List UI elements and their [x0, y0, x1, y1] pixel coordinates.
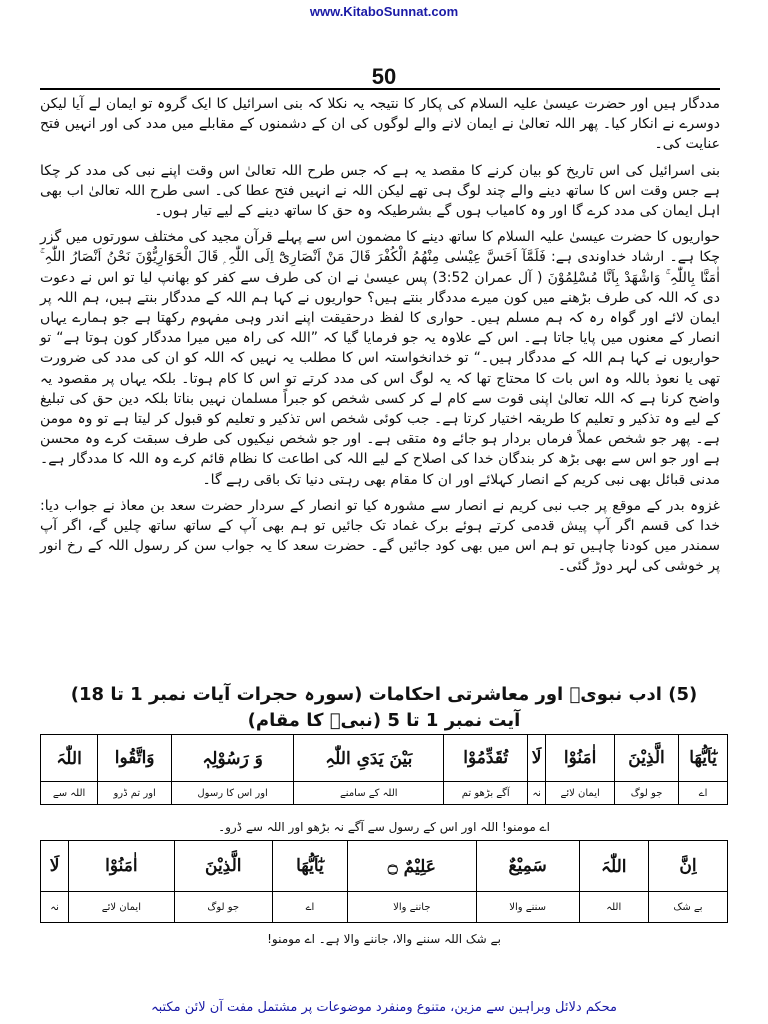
urdu-meaning: نہ	[528, 782, 546, 805]
urdu-meaning: اور تم ڈرو	[98, 782, 172, 805]
arabic-word: وَاتَّقُوا	[98, 735, 172, 782]
page-number: 50	[371, 64, 397, 89]
urdu-meaning: اللہ سے	[41, 782, 98, 805]
urdu-meaning: جاننے والا	[348, 892, 477, 923]
urdu-meaning: اے	[272, 892, 347, 923]
section-heading: (5) ادب نبویؐ اور معاشرتی احکامات (سورہ حجرات آیات نمبر 1 تا 18)	[70, 684, 698, 705]
urdu-meaning: اے	[679, 782, 728, 805]
arabic-word: لَا	[528, 735, 546, 782]
arabic-word: سَمِیْعٌ	[476, 841, 579, 892]
arabic-word: اٰمَنُوْا	[546, 735, 615, 782]
arabic-word: تُقَدِّمُوْا	[444, 735, 528, 782]
urdu-meaning: سننے والا	[476, 892, 579, 923]
arabic-word: یٰٓاَیُّھَا	[679, 735, 728, 782]
urdu-meaning: جو لوگ	[615, 782, 679, 805]
header-rule	[40, 88, 720, 90]
arabic-word: الَّذِیْنَ	[174, 841, 272, 892]
arabic-word: وَ رَسُوْلِہٖ	[172, 735, 294, 782]
urdu-meaning: آگے بڑھو تم	[444, 782, 528, 805]
arabic-word: عَلِیْمٌ ۝	[348, 841, 477, 892]
paragraph-3: حواریوں کا حضرت عیسیٰ علیہ السلام کا ساتھ دینے کا مضمون اس سے پہلے قرآن مجید کی مختلف سورتوں میں گزر چکا ہے۔ ارشاد خداوندی ہے: فَلَمَّآ اَحَسَّ عِیْسٰی مِنْھُمُ الْکُفْرَ قَالَ مَنْ اَنْصَارِیْٓ اِلَی اللّٰہِ ۭ قَالَ الْحَوَارِیُّوْنَ نَحْنُ اَنْصَارُ اللّٰہِ ۚ اٰمَنَّا بِاللّٰہِ ۚ وَاشْهَدْ بِاَنَّا مُسْلِمُوْنَ ( آل عمران 3:52) پس عیسیٰ نے ان کی طرف سے کفر کو بھانپ لیا تو اس نے دعوت دی کہ اللہ کی طرف بڑھنے میں کون میرے مددگار بنتے ہیں؟ حواریوں نے کہا ہم اللہ کے مددگار بنتے ہیں، ہم اللہ پر ایمان لائے اور گواہ رہ کہ ہم مسلم ہیں۔ حواری کا لفظ درحقیقت اپنے اندر وہی مفہوم رکھتا ہے جو ہمارے یہاں انصار کے معنوں میں پایا جاتا ہے۔ اس کے علاوہ یہ جو فرمایا گیا کہ ”اللہ کی راہ میں میرا مددگار کون ہوتا ہے“ تو حواریوں نے کہا ہم اللہ کے مددگار ہیں۔“ تو خدانخواستہ اس کا مطلب یہ نہیں کہ اللہ کو ان کی مدد کی ضرورت تھی یا نعوذ باللہ وہ اس بات کا محتاج تھا کہ یہ لوگ اس کی مدد کرتے تو اس کا کام ہوتا۔ بلکہ یہاں پر مقصود یہ واضح کرنا ہے کہ اللہ تعالیٰ اپنی قوت سے کام لے کر کسی شخص کو جبراً مسلمان نہیں بناتا بلکہ دین حق کی تبلیغ کے لیے وہ تذکیر و تعلیم کا طریقہ اختیار کرتا ہے۔ جب کوئی شخص اس تذکیر و تعلیم کو قبول کر لیتا ہے تو وہ مومن ہے۔ پھر جو شخص عملاً فرماں بردار ہو جائے وہ متقی ہے۔ اور جو شخص نیکیوں کی طرف سبقت کرے وہ محسن ہے اور جو اس سے بھی بڑھ کر بندگان خدا کی اصلاح کے لیے اللہ کی اطاعت کا نظام قائم کرے وہ اللہ کا مددگار ہے۔ مدنی قبائل بھی نبی کریم کے انصار کہلائے اور ان کا مقام بھی رہتی دنیا تک باقی رہے گا۔	[40, 229, 720, 488]
translation-1: اے مومنو! اللہ اور اس کے رسول سے آگے نہ بڑھو اور اللہ سے ڈرو۔	[218, 820, 550, 834]
arabic-word: لَا	[41, 841, 69, 892]
word-by-word-table-1	[40, 734, 728, 805]
arabic-word: یٰٓاَیُّھَا	[272, 841, 347, 892]
urdu-row	[41, 892, 728, 923]
arabic-row	[41, 735, 728, 782]
urdu-row	[41, 782, 728, 805]
body-text	[40, 94, 720, 583]
word-by-word-table-2	[40, 840, 728, 923]
paragraph-2: بنی اسرائیل کی اس تاریخ کو بیان کرنے کا مقصد یہ ہے کہ جس طرح اللہ تعالیٰ اس وقت اپنے نبی کی مدد کر چکا ہے جس وقت اس کا ساتھ دینے والے چند لوگ ہی تھے لیکن اللہ نے انہیں فتح عطا کی۔ اسی طرح اللہ تعالیٰ اب بھی اہل ایمان کی مدد کرے گا اور وہ کامیاب ہوں گے بشرطیکہ وہ حق کا ساتھ دینے کے لیے تیار ہوں۔	[40, 162, 720, 220]
urdu-meaning: اللہ	[579, 892, 648, 923]
arabic-word: اللّٰہَ	[579, 841, 648, 892]
arabic-word: الَّذِیْنَ	[615, 735, 679, 782]
arabic-row	[41, 841, 728, 892]
section-subheading: آیت نمبر 1 تا 5 (نبیؐ کا مقام)	[247, 710, 521, 731]
urdu-meaning: ایمان لائے	[546, 782, 615, 805]
urdu-meaning: بے شک	[648, 892, 727, 923]
footer-tagline: محکم دلائل وبراہین سے مزین، متنوع ومنفرد موضوعات پر مشتمل مفت آن لائن مکتبہ	[150, 1000, 618, 1015]
site-url[interactable]: www.KitaboSunnat.com	[309, 4, 459, 19]
paragraph-4: غزوہ بدر کے موقع پر جب نبی کریم نے انصار سے مشورہ کیا تو انصار کے سردار حضرت سعد بن معاذ نے جواب دیا: خدا کی قسم اگر آپ پیش قدمی کرتے ہوئے برک غماد تک جائیں تو ہم بھی آپ کے ساتھ ساتھ چلیں گے، اگر آپ سمندر میں کودنا چاہیں تو ہم اس میں بھی کود جائیں گے۔ حضرت سعد کا یہ جواب سن کر رسول اللہ کے رخ انور پر خوشی کی لہر دوڑ گئی۔	[40, 497, 720, 575]
urdu-meaning: نہ	[41, 892, 69, 923]
arabic-word: بَیْنَ یَدَیِ اللّٰہِ	[294, 735, 444, 782]
translation-2: بے شک اللہ سننے والا، جاننے والا ہے۔ اے مومنو!	[267, 932, 501, 946]
urdu-meaning: اور اس کا رسول	[172, 782, 294, 805]
arabic-word: اللّٰہَ	[41, 735, 98, 782]
paragraph-1: مددگار ہیں اور حضرت عیسیٰ علیہ السلام کی پکار کا نتیجہ یہ نکلا کہ بنی اسرائیل کا ایک گروہ تو ایمان لے آیا لیکن دوسرے نے انکار کیا۔ پھر اللہ تعالیٰ نے ایمان لانے والے لوگوں کی ان کے دشمنوں کے مقابلے میں مدد کی اور انہیں فتح عنایت کی۔	[40, 96, 720, 153]
arabic-word: اٰمَنُوْا	[69, 841, 175, 892]
urdu-meaning: اللہ کے سامنے	[294, 782, 444, 805]
urdu-meaning: ایمان لائے	[69, 892, 175, 923]
arabic-word: اِنَّ	[648, 841, 727, 892]
urdu-meaning: جو لوگ	[174, 892, 272, 923]
